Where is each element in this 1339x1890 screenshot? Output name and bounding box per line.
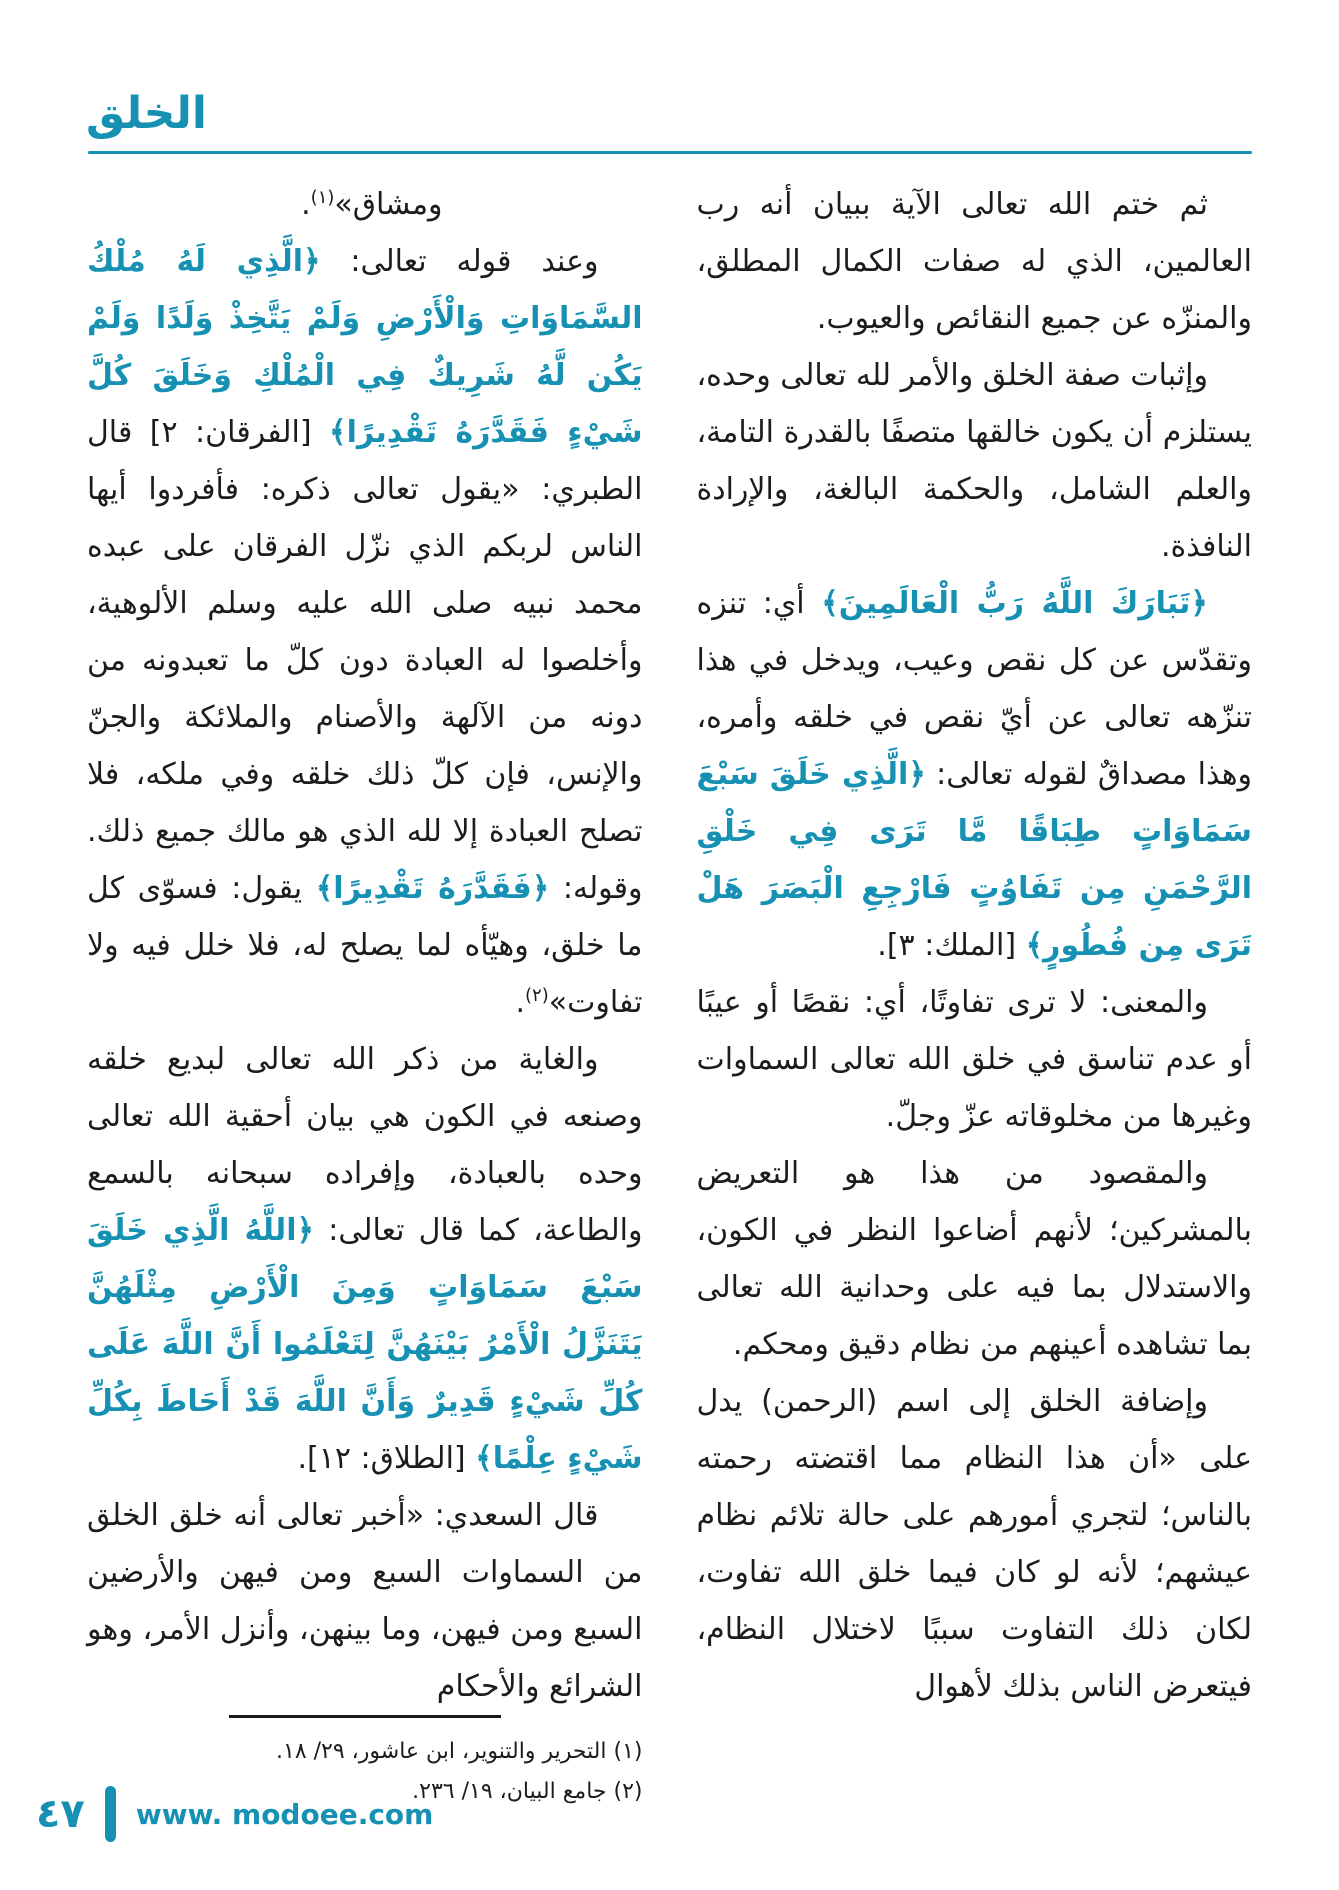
body-text: والغاية من ذكر الله تعالى لبديع خلقه وصنعه في الكون هي بيان أحقية الله تعالى وحده بالعبادة، وإفراده سبحانه بالسمع والطاعة، كما قال تعالى: — [87, 1042, 643, 1248]
body-text: . — [515, 985, 526, 1020]
paragraph — [697, 1145, 1253, 1373]
text-columns — [87, 176, 1252, 1804]
verse-reference: [الفرقان: ٢] — [132, 415, 330, 450]
paragraph — [697, 347, 1253, 575]
left-column-text — [87, 176, 643, 1715]
body-text: قال الطبري: «يقول تعالى ذكره: فأفردوا أيها الناس لربكم الذي نزّل الفرقان على عبده محمد نبيه صلى الله عليه وسلم الألوهية، وأخلصوا له العبادة دون كلّ ما تعبدونه من دونه من الآلهة والأصنام والملائكة والجنّ والإنس، فإن كلّ ذلك خلقه وفي ملكه، فلا تصلح العبادة إلا لله الذي هو مالك جميع ذلك. وقوله: — [87, 415, 643, 906]
body-text: أي: تنزه وتقدّس عن كل نقص وعيب، ويدخل في هذا تنزّهه تعالى عن أيّ نقص في خلقه وأمره، وهذا مصداقٌ لقوله تعالى: — [696, 586, 1252, 792]
verse-reference: [الملك: ٣]. — [877, 928, 1026, 963]
body-text: وعند قوله تعالى: — [320, 244, 599, 279]
body-text: . — [301, 187, 311, 222]
paragraph — [697, 974, 1253, 1145]
body-text: والمقصود من هذا هو التعريض بالمشركين؛ لأنهم أضاعوا النظر في الكون، والاستدلال بما فيه على وحدانية الله تعالى بما تشاهده أعينهم من نظام دقيق ومحكم. — [696, 1156, 1252, 1362]
paragraph — [87, 176, 643, 233]
quran-verse: ﴿فَقَدَّرَهُ تَقْدِيرًا﴾ — [315, 871, 550, 906]
paragraph — [87, 1487, 643, 1715]
body-text: جامع البيان، ١٩/ ٢٣٦. — [412, 1779, 607, 1804]
footer-divider-bar — [105, 1786, 116, 1842]
paragraph — [697, 575, 1253, 974]
paragraph — [697, 1373, 1253, 1715]
footnote-number: (٢) — [606, 1779, 643, 1804]
right-column-text — [697, 176, 1253, 1715]
quran-verse: ﴿الَّذِي لَهُ مُلْكُ السَّمَاوَاتِ وَالْأَرْضِ وَلَمْ يَتَّخِذْ وَلَدًا وَلَمْ يَكُن لَّهُ شَرِيكٌ فِي الْمُلْكِ وَخَلَقَ كُلَّ شَيْءٍ فَقَدَّرَهُ تَقْدِيرًا﴾ — [87, 244, 643, 450]
body-text: والمعنى: لا ترى تفاوتًا، أي: نقصًا أو عيبًا أو عدم تناسق في خلق الله تعالى السماوات وغيرها من مخلوقاته عزّ وجلّ. — [696, 985, 1252, 1134]
body-text: وإضافة الخلق إلى اسم (الرحمن) يدل على «أن هذا النظام مما اقتضته رحمته بالناس؛ لتجري أمورهم على حالة تلائم نظام عيشهم؛ لأنه لو كان فيما خلق الله تفاوت، لكان ذلك التفاوت سببًا لاختلال النظام، فيتعرض الناس بذلك لأهوال — [696, 1384, 1252, 1704]
footnote-separator — [229, 1715, 501, 1718]
body-text: يقول: فسوّى كل ما خلق، وهيّأه لما يصلح له، فلا خلل فيه ولا تفاوت» — [87, 871, 643, 1020]
body-text: قال السعدي: «أخبر تعالى أنه خلق الخلق من السماوات السبع ومن فيهن والأرضين السبع ومن فيهن، وما بينهن، وأنزل الأمر، وهو الشرائع والأحكام — [87, 1498, 643, 1704]
website-url: www. modoee.com — [135, 1797, 434, 1831]
left-column — [87, 176, 643, 1804]
paragraph — [87, 1031, 643, 1487]
right-column — [697, 176, 1253, 1756]
paragraph — [697, 176, 1253, 347]
quran-verse: ﴿الَّذِي خَلَقَ سَبْعَ سَمَاوَاتٍ طِبَاقًا مَّا تَرَى فِي خَلْقِ الرَّحْمَنِ مِن تَفَاوُتٍ فَارْجِعِ الْبَصَرَ هَلْ تَرَى مِن فُطُورٍ﴾ — [696, 757, 1252, 963]
quran-verse: ﴿اللَّهُ الَّذِي خَلَقَ سَبْعَ سَمَاوَاتٍ وَمِنَ الْأَرْضِ مِثْلَهُنَّ يَتَنَزَّلُ الْأَمْرُ بَيْنَهُنَّ لِتَعْلَمُوا أَنَّ اللَّهَ عَلَى كُلِّ شَيْءٍ قَدِيرٌ وَأَنَّ اللَّهَ قَدْ أَحَاطَ بِكُلِّ شَيْءٍ عِلْمًا﴾ — [87, 1213, 643, 1476]
paragraph — [87, 233, 643, 1031]
footnote-marker: (٢) — [525, 985, 549, 1006]
page-footer — [36, 1786, 433, 1842]
footnote-marker: (١) — [310, 187, 335, 208]
footnote-number: (١) — [606, 1739, 643, 1764]
body-text: ومشاق» — [334, 187, 443, 222]
verse-reference: [الطلاق: ١٢]. — [297, 1441, 476, 1476]
page-number: ٤٧ — [36, 1791, 85, 1837]
quran-verse: ﴿تَبَارَكَ اللَّهُ رَبُّ الْعَالَمِينَ﴾ — [821, 586, 1208, 621]
header-divider — [88, 151, 1252, 154]
body-text: ثم ختم الله تعالى الآية ببيان أنه رب العالمين، الذي له صفات الكمال المطلق، والمنزّه عن جميع النقائص والعيوب. — [696, 187, 1252, 336]
footnote-item — [87, 1732, 643, 1772]
chapter-logo: الخلق — [86, 88, 207, 139]
body-text: التحرير والتنوير، ابن عاشور، ٢٩/ ١٨. — [276, 1739, 607, 1764]
body-text: وإثبات صفة الخلق والأمر لله تعالى وحده، يستلزم أن يكون خالقها متصفًا بالقدرة التامة، والعلم الشامل، والحكمة البالغة، والإرادة النافذة. — [696, 358, 1252, 564]
